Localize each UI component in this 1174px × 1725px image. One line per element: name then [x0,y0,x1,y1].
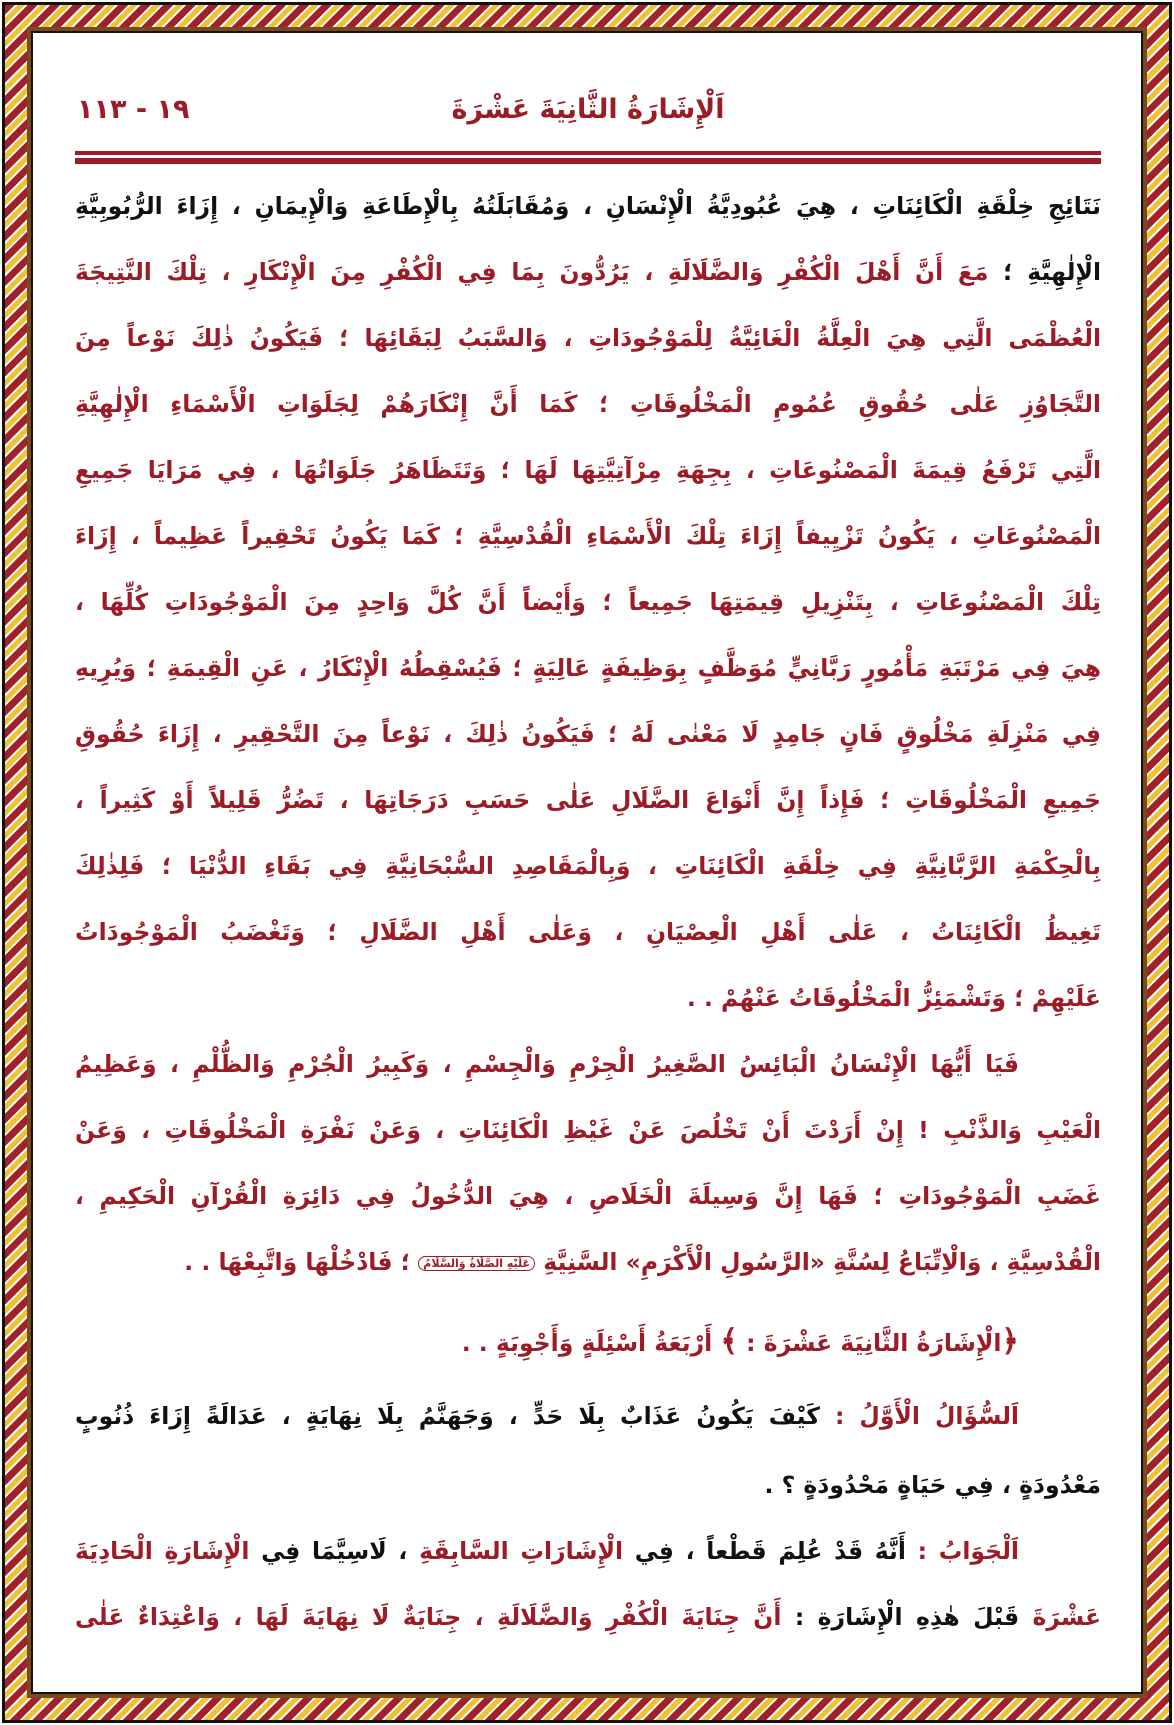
paragraph-1 [75,173,1101,1031]
text-segment: ، لَاسِيَّمَا فِي [249,1537,420,1565]
chapter-title: اَلْإِشَارَةُ الثَّانِيَةَ عَشْرَةَ [451,94,725,125]
text-line [75,1584,1101,1650]
answer-1 [75,1518,1101,1650]
text-segment: اَلسُّؤَالُ الْأَوَّلُ : [819,1402,1019,1430]
text-line [75,1383,1101,1449]
text-segment: غَضَبِ الْمَوْجُودَاتِ ؛ فَهَا إِنَّ وَسِيلَةَ الْخَلَاصِ ، هِيَ الدُّخُولُ فِي دَائِرَةِ الْقُرْآنِ الْحَكِيمِ ، [75,1182,1101,1210]
page-body [75,173,1101,1650]
text-segment: الْعُظْمَى الَّتِي هِيَ الْعِلَّةُ الْغَائِيَّةُ لِلْمَوْجُودَاتِ ، وَالسَّبَبُ لِبَقَائِهَا ؛ فَيَكُونُ ذٰلِكَ نَوْعاً مِنَ [75,324,1101,352]
text-segment: نَتَائِجِ خِلْقَةِ الْكَائِنَاتِ ، هِيَ عُبُودِيَّةُ الْإِنْسَانِ ، وَمُقَابَلَتُهُ بِالْإِطَاعَةِ وَالْإِيمَانِ ، إِزَاءَ الرُّبُوبِيَّةِ [75,192,1101,220]
text-segment: عَلَيْهِمْ ؛ وَتَشْمَئِزُّ الْمَخْلُوقَاتُ عَنْهُمْ . . [686,984,1101,1012]
text-segment: فِي مَنْزِلَةِ مَخْلُوقٍ فَانٍ جَامِدٍ لَا مَعْنٰى لَهُ ؛ فَيَكُونُ ذٰلِكَ ، نَوْعاً مِنَ التَّحْقِيرِ ، إِزَاءَ حُقُوقِ [75,720,1101,748]
text-line [75,635,1101,701]
text-segment: تِلْكَ الْمَصْنُوعَاتِ ، بِتَنْزِيلِ قِيمَتِهَا جَمِيعاً ؛ وَأَيْضاً أَنَّ كُلَّ وَاحِدٍ مِنَ الْمَوْجُودَاتِ كُلِّهَا ، [75,588,1101,616]
text-segment: الْإِشَارَاتِ السَّابِقَةِ [419,1537,624,1565]
text-segment: كَيْفَ يَكُونُ عَذَابٌ بِلَا حَدٍّ ، وَجَهَنَّمُ بِلَا نِهَايَةٍ ، عَدَالَةً إِزَاءَ ذُنُوبٍ [75,1402,820,1430]
text-segment: أَرْبَعَةُ أَسْئِلَةٍ وَأَجْوِبَةٍ . . [461,1329,721,1357]
text-segment: فَيَا أَيُّهَا الْإِنْسَانُ الْبَائِسُ الصَّغِيرُ الْجِرْمِ وَالْجِسْمِ ، وَكَبِيرُ الْجُرْمِ وَالظُّلْمِ ، وَعَظِيمُ [75,1050,1019,1078]
text-segment: أَنَّهُ قَدْ عُلِمَ قَطْعاً ، فِي [623,1537,906,1565]
text-line [75,833,1101,899]
text-segment: الْعَيْبِ وَالذَّنْبِ ! إِنْ أَرَدْتَ أَنْ تَخْلُصَ عَنْ غَيْظِ الْكَائِنَاتِ ، وَعَنْ نَفْرَةِ الْمَخْلُوقَاتِ ، وَعَنْ [75,1116,1101,1144]
text-segment: الْإِشَارَةِ الْحَادِيَةَ [75,1537,250,1565]
text-segment: اَلْجَوَابُ : [905,1537,1019,1565]
text-segment: الْإِشَارَةُ الثَّانِيَةَ عَشْرَةَ : [737,1329,1002,1357]
text-line [75,767,1101,833]
text-line [75,1163,1101,1229]
text-line [75,1452,1101,1518]
text-segment: جَمِيعِ الْمَخْلُوقَاتِ ؛ فَإِذاً إِنَّ أَنْوَاعَ الضَّلَالِ عَلٰى حَسَبِ دَرَجَاتِهَا ، تَضُرُّ قَلِيلاً أَوْ كَثِيراً ، [75,786,1101,814]
text-segment: الَّتِي تَرْفَعُ قِيمَةَ الْمَصْنُوعَاتِ ، بِجِهَةِ مِرْآتِيَّتِهَا لَهَا ؛ وَتَتَظَاهَرُ جَلَوَاتُهَا ، فِي مَرَايَا جَمِيعِ [75,456,1101,484]
text-line [75,1097,1101,1163]
text-segment: التَّجَاوُزِ عَلٰى حُقُوقِ عُمُومِ الْمَخْلُوقَاتِ ؛ كَمَا أَنَّ إِنْكَارَهُمْ لِجَلَوَاتِ الْأَسْمَاءِ الْإِلٰهِيَّةِ [75,390,1101,418]
text-segment: بِالْحِكْمَةِ الرَّبَّانِيَّةِ فِي خِلْقَةِ الْكَائِنَاتِ ، وَبِالْمَقَاصِدِ السُّبْحَانِيَّةِ فِي بَقَاءِ الدُّنْيَا ؛ فَلِذٰلِكَ [75,852,1101,880]
text-line [75,569,1101,635]
ornament-icon: ﴾ [720,1324,738,1359]
paragraph-2 [75,1031,1101,1295]
text-segment: تَغِيظُ الْكَائِنَاتُ ، عَلٰى أَهْلِ الْعِصْيَانِ ، وَعَلٰى أَهْلِ الضَّلَالِ ؛ وَتَغْضَبُ الْمَوْجُودَاتُ [75,918,1101,946]
text-line [75,701,1101,767]
text-line [75,305,1101,371]
text-line [75,1309,1101,1375]
header-rule-thick [75,158,1101,164]
text-segment: أَنَّ جِنَايَةَ الْكُفْرِ وَالضَّلَالَةِ ، جِنَايَةٌ لَا نِهَايَةَ لَهَا ، وَاعْتِدَاءٌ عَلٰى [75,1603,782,1631]
text-line [75,1229,1101,1295]
text-line [75,1518,1101,1584]
page-header [75,88,1101,132]
section-heading [75,1309,1101,1375]
text-line [75,965,1101,1031]
text-line [75,371,1101,437]
text-segment: قَبْلَ هٰذِهِ الْإِشَارَةِ : [781,1603,1020,1631]
text-segment: الْإِلٰهِيَّةِ ؛ [988,258,1101,286]
text-line [75,437,1101,503]
ornament-icon: ﴿ [1001,1324,1019,1359]
text-segment: ؛ فَادْخُلْهَا وَاتَّبِعْهَا . . [184,1248,419,1276]
text-line [75,239,1101,305]
text-segment: الْقُدْسِيَّةِ ، وَالْاِتِّبَاعُ لِسُنَّةِ «الرَّسُولِ الْأَكْرَمِ» السَّنِيَّةِ [535,1248,1101,1276]
text-line [75,899,1101,965]
honorific-seal: عَلَيْهِ الصَّلَاةُ وَالسَّلَامُ [418,1256,535,1271]
text-segment: هِيَ فِي مَرْتَبَةِ مَأْمُورٍ رَبَّانِيٍّ مُوَظَّفٍ بِوَظِيفَةٍ عَالِيَةٍ ؛ فَيُسْقِطُهُ الْإِنْكَارُ ، عَنِ الْقِيمَةِ ؛ وَيُرِيهِ [75,654,1101,682]
page-number: ١٩ - ١١٣ [77,94,190,125]
text-segment: مَعَ أَنَّ أَهْلَ الْكُفْرِ وَالضَّلَالَةِ ، يَرُدُّونَ بِمَا فِي الْكُفْرِ مِنَ الْإِنْكَارِ ، تِلْكَ النَّتِيجَةَ [75,258,989,286]
text-line [75,1031,1101,1097]
text-line [75,503,1101,569]
text-line [75,173,1101,239]
question-1 [75,1383,1101,1518]
text-segment: الْمَصْنُوعَاتِ ، يَكُونُ تَزْيِيفاً إِزَاءَ تِلْكَ الْأَسْمَاءِ الْقُدْسِيَّةِ ؛ كَمَا يَكُونُ تَحْقِيراً عَظِيماً ، إِزَاءَ [75,522,1101,550]
text-segment: عَشْرَةَ [1019,1603,1101,1631]
header-rule-thin [75,151,1101,155]
text-segment: مَعْدُودَةٍ ، فِي حَيَاةٍ مَحْدُودَةٍ ؟ . [764,1471,1101,1499]
